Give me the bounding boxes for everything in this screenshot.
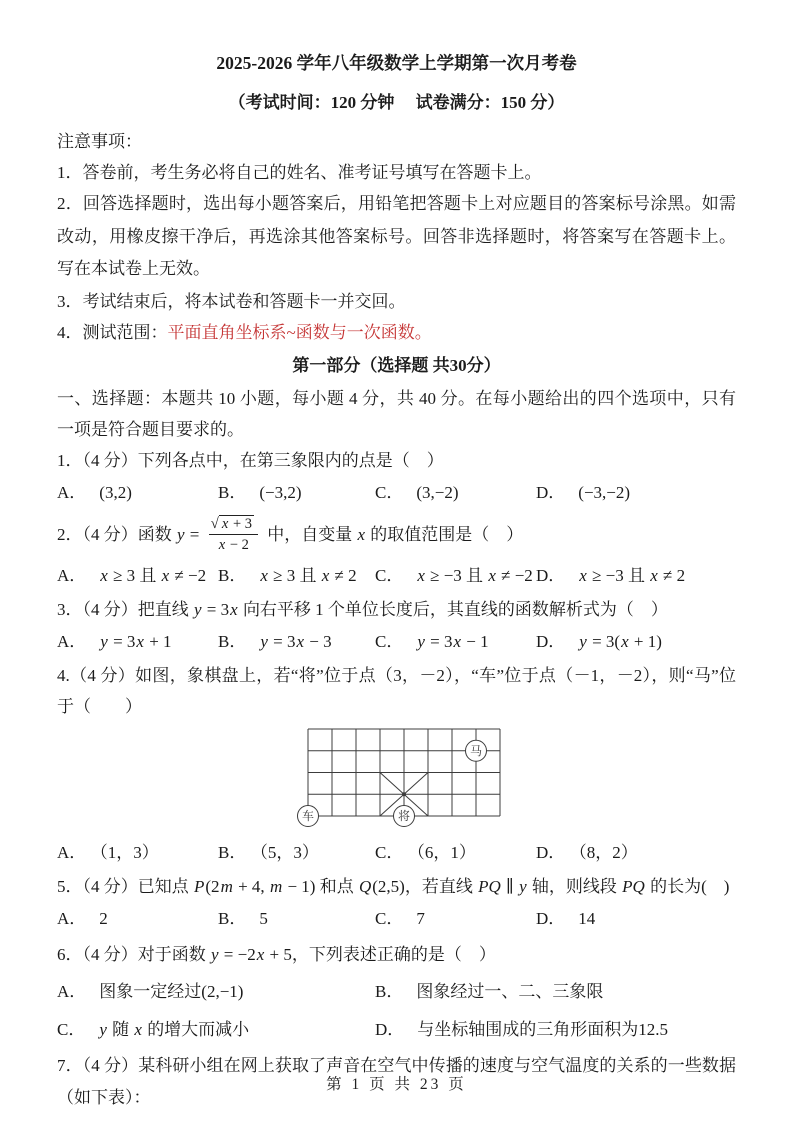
chess-piece-label: 将 (397, 808, 411, 823)
option-a: A． 图象一定经过(2,−1) (57, 981, 244, 1001)
option-c: C． y 随 x 的增大而减小 (57, 1019, 250, 1039)
question-2-stem: 2．（4 分）函数 y = $\frac{√ x + 3}{x - 2}$ 中，自变量 x 的取值范围是（ ） (57, 515, 524, 554)
option-d: D． y = 3(x + 1) (536, 631, 662, 651)
option-a: A． (3,2) (57, 482, 132, 502)
option-d: D． 14 (536, 908, 596, 928)
option-d: D． （8，2） (536, 842, 638, 862)
notice-item-3: 3．考试结束后，将本试卷和答题卡一并交回。 (57, 291, 406, 311)
option-b: B． （5，3） (218, 842, 319, 862)
option-a: A． 2 (57, 908, 108, 928)
option-b: B． x ≥ 3 且 x ≠ 2 (218, 565, 357, 585)
palace-center-dot (402, 792, 406, 796)
option-c: C． (3,−2) (375, 482, 459, 502)
notice-item-2: 2．回答选择题时，选出每小题答案后，用铅笔把答题卡上对应题目的答案标号涂黑。如需改动，用橡皮擦干净后，再选涂其他答案标号。回答非选择题时，将答案写在答题卡上。写在本试卷上无效。 (57, 194, 736, 278)
exam-subtitle: （考试时间：120 分钟 试卷满分：150 分） (228, 93, 565, 112)
option-c: C． （6，1） (375, 842, 476, 862)
option-c: C． 7 (375, 908, 425, 928)
question-3-stem: 3．（4 分）把直线 y = 3x 向右平移 1 个单位长度后，其直线的函数解析式为（ ） (57, 599, 668, 619)
question-3 (57, 594, 736, 658)
option-b: B． y = 3x − 3 (218, 631, 332, 651)
option-d: D． x ≥ −3 且 x ≠ 2 (536, 565, 686, 585)
question-2 (57, 511, 736, 592)
option-d: D． (−3,−2) (536, 482, 631, 502)
notice-item-1: 1．答卷前，考生务必将自己的姓名、准考证号填写在答题卡上。 (57, 163, 542, 182)
notice-item-4-prefix: 4．测试范围： (57, 322, 168, 342)
option-c: C． x ≥ −3 且 x ≠ −2 (375, 565, 533, 585)
page-title: 2025-2026 学年八年级数学上学期第一次月考卷 (216, 53, 577, 73)
option-a: A． （1，3） (57, 842, 159, 862)
question-5-stem: 5．（4 分）已知点 P(2m + 4, m − 1) 和点 Q(2,5)，若直线 PQ ∥ y 轴，则线段 PQ 的长为( ) (57, 876, 730, 896)
question-4-stem: 4.（4 分）如图，象棋盘上，若“将”位于点（3，－2），“车”位于点（－1，－2），则“马”位于（ ） (57, 665, 736, 716)
fraction: $\frac{√ x + 3}{x - 2}$ (209, 515, 258, 555)
option-d: D． 与坐标轴围成的三角形面积为12.5 (375, 1019, 669, 1039)
sqrt-symbol: √ (210, 515, 219, 532)
option-c: C． y = 3x − 1 (375, 631, 489, 651)
question-6-options-row-2 (57, 1012, 736, 1048)
option-a: A． y = 3x + 1 (57, 631, 172, 651)
question-1-options (57, 477, 736, 509)
notice-item-4 (57, 317, 736, 348)
chess-piece-label: 马 (469, 743, 483, 758)
option-b: B． 5 (218, 908, 268, 928)
option-b: B． (−3,2) (218, 482, 302, 502)
question-6-options-row-1 (57, 974, 736, 1010)
question-4-options (57, 837, 736, 869)
section-heading: 第一部分（选择题 共30分） (292, 355, 501, 375)
question-2-options (57, 560, 736, 592)
question-6-stem: 6．（4 分）对于函数 y = −2x + 5，下列表述正确的是（ ） (57, 944, 496, 964)
question-4 (57, 660, 736, 869)
notice-heading: 注意事项： (57, 132, 142, 151)
question-7-stem: 7．（4 分）某科研小组在网上获取了声音在空气中传播的速度与空气温度的关系的一些数据（如下表）： (57, 1055, 736, 1107)
question-1 (57, 445, 736, 509)
question-3-options (57, 626, 736, 658)
page-footer: 第 1 页 共 23 页 (326, 1076, 467, 1093)
option-a: A． x ≥ 3 且 x ≠ −2 (57, 565, 207, 585)
question-6 (57, 937, 736, 1048)
chessboard-diagram (294, 724, 736, 833)
question-5 (57, 871, 736, 935)
section-intro: 一、选择题：本题共 10 小题，每小题 4 分，共 40 分。在每小题给出的四个选项中，只有一项是符合题目要求的。 (57, 388, 736, 439)
chessboard-svg (294, 724, 514, 828)
notice-item-4-scope: 平面直角坐标系~函数与一次函数。 (167, 322, 432, 342)
option-b: B． 图象经过一、二、三象限 (375, 981, 604, 1001)
question-1-stem: 1．（4 分）下列各点中，在第三象限内的点是（ ） (57, 450, 444, 470)
question-5-options (57, 903, 736, 935)
chess-piece-label: 车 (301, 808, 315, 823)
